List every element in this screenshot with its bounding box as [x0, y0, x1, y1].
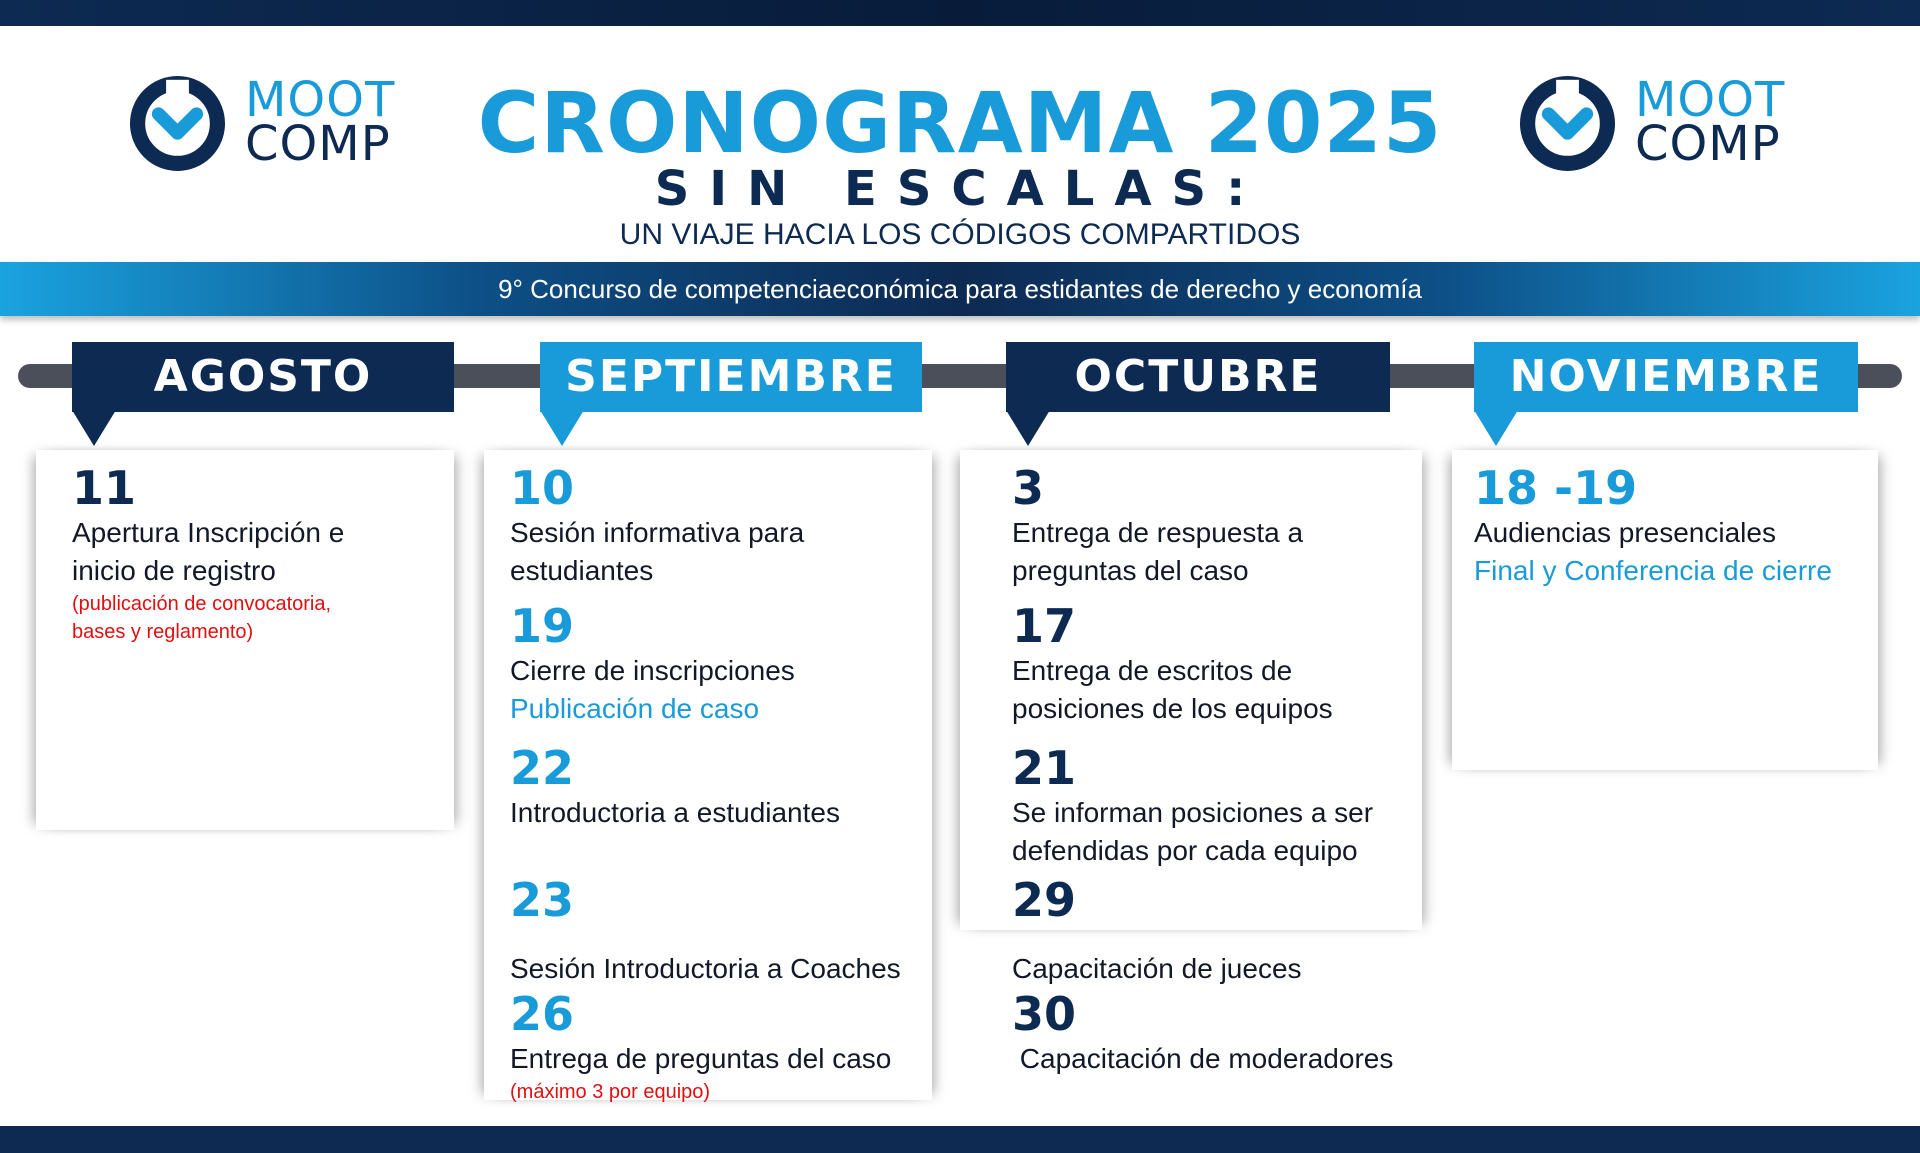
month-pointer — [1474, 410, 1518, 446]
event-octubre-29 — [1012, 874, 1302, 988]
month-pointer — [1006, 410, 1050, 446]
event-day: 30 — [1012, 987, 1077, 1041]
event-desc-line: defendidas por cada equipo — [1012, 835, 1358, 866]
month-header-octubre: OCTUBRE — [1006, 342, 1390, 412]
event-day: 19 — [510, 599, 575, 653]
event-desc-line: Se informan posiciones a ser — [1012, 797, 1374, 828]
event-highlight: Final y Conferencia de cierre — [1474, 555, 1832, 586]
month-header-noviembre: NOVIEMBRE — [1474, 342, 1858, 412]
month-header-septiembre: SEPTIEMBRE — [540, 342, 922, 412]
event-note: (máximo 3 por equipo) — [510, 1081, 711, 1103]
event-day: 18 -19 — [1474, 461, 1638, 515]
contest-band-text: 9° Concurso de competenciaeconómica para estidantes de derecho y economía — [498, 274, 1422, 304]
logo-line-1: MOOT — [1635, 72, 1786, 128]
event-desc-line: Capacitación de jueces — [1012, 953, 1302, 984]
event-noviembre-18-19 — [1474, 462, 1832, 590]
event-desc-line: Introductoria a estudiantes — [510, 797, 840, 828]
event-desc-line: Sesión informativa para — [510, 517, 805, 548]
event-desc-line: inicio de registro — [72, 555, 276, 586]
event-octubre-30 — [1012, 988, 1393, 1078]
page-tagline: UN VIAJE HACIA LOS CÓDIGOS COMPARTIDOS — [619, 218, 1301, 251]
bottom-bar — [0, 1126, 1920, 1153]
event-desc-line: posiciones de los equipos — [1012, 693, 1333, 724]
event-agosto-11 — [72, 462, 344, 646]
event-desc-line: preguntas del caso — [1012, 555, 1249, 586]
event-day: 29 — [1012, 873, 1077, 927]
event-day: 26 — [510, 987, 575, 1041]
event-highlight: Publicación de caso — [510, 693, 760, 724]
event-octubre-21 — [1012, 742, 1373, 870]
page-title: CRONOGRAMA 2025 — [477, 74, 1443, 172]
event-day: 11 — [72, 461, 137, 515]
event-desc-line: Apertura Inscripción e — [72, 517, 345, 548]
event-desc-line: Audiencias presenciales — [1474, 517, 1776, 548]
month-pointer — [540, 410, 584, 446]
event-day: 3 — [1012, 461, 1045, 515]
event-septiembre-26 — [510, 988, 891, 1106]
event-octubre-3 — [1012, 462, 1303, 590]
page-subtitle: SIN ESCALAS: — [654, 161, 1266, 217]
event-octubre-17 — [1012, 600, 1333, 728]
month-pointer — [72, 410, 116, 446]
event-day: 22 — [510, 741, 575, 795]
top-bar — [0, 0, 1920, 26]
event-desc-line: Cierre de inscripciones — [510, 655, 795, 686]
event-day: 23 — [510, 873, 575, 927]
event-desc-line: Entrega de preguntas del caso — [510, 1043, 892, 1074]
event-septiembre-23 — [510, 874, 901, 988]
event-desc-line: Entrega de escritos de — [1012, 655, 1293, 686]
logo-line-2: COMP — [1635, 116, 1781, 172]
event-desc-line: estudiantes — [510, 555, 654, 586]
event-desc-line: Sesión Introductoria a Coaches — [510, 953, 901, 984]
event-desc-line: Capacitación de moderadores — [1012, 1043, 1394, 1074]
event-day: 17 — [1012, 599, 1077, 653]
month-header-agosto: AGOSTO — [72, 342, 454, 412]
logo-line-2: COMP — [245, 116, 391, 172]
event-septiembre-10 — [510, 462, 804, 590]
event-day: 21 — [1012, 741, 1077, 795]
contest-band — [0, 262, 1920, 316]
event-septiembre-19 — [510, 600, 795, 728]
event-note: (publicación de convocatoria, — [72, 593, 332, 615]
event-note: bases y reglamento) — [72, 621, 254, 643]
event-septiembre-22 — [510, 742, 840, 832]
event-desc-line: Entrega de respuesta a — [1012, 517, 1304, 548]
logo-line-1: MOOT — [245, 72, 396, 128]
event-day: 10 — [510, 461, 575, 515]
